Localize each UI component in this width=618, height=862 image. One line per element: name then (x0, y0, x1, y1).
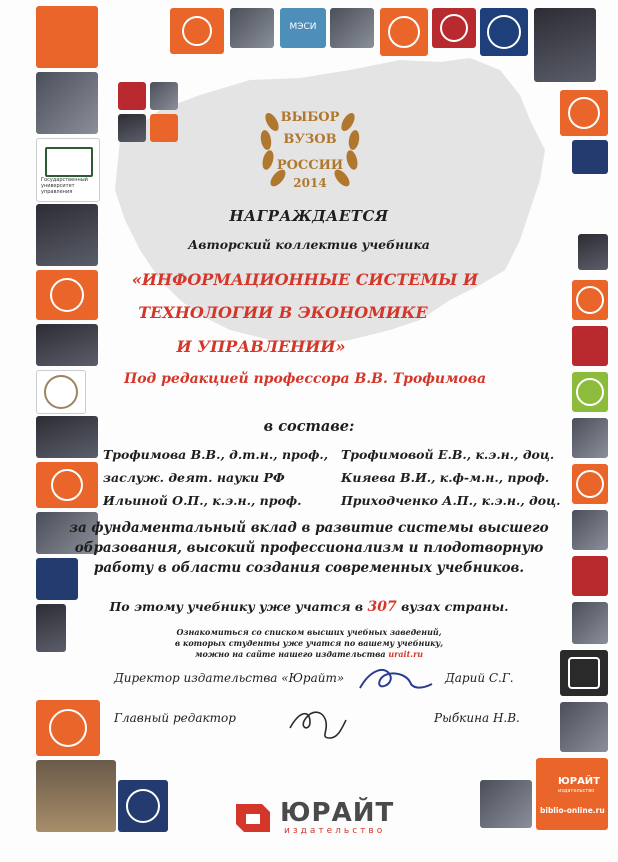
tile-small-people (150, 82, 178, 110)
editor-title: Главный редактор (114, 711, 236, 725)
note-line3-prefix: можно на сайте нашего издательства (194, 649, 386, 659)
tile-top-auditorium (230, 8, 274, 48)
note-line3 (0, 649, 618, 660)
reason-line2: образования, высокий профессионализм и плодотворную (74, 540, 544, 556)
tile-small-ba (118, 82, 146, 110)
tile-top-mgu (380, 8, 428, 56)
count-prefix: По этому учебнику уже учатся в (109, 599, 364, 614)
director-name: Дарий С.Г. (445, 671, 514, 685)
publisher-badge-site: biblio-online.ru (540, 806, 605, 815)
university-emblem-icon (49, 709, 87, 747)
tile-small-building (118, 114, 146, 142)
mgu-emblem-icon (388, 16, 420, 48)
tile-right-1 (560, 90, 608, 136)
gu-line2: университет (41, 183, 75, 189)
authors-left (103, 443, 328, 512)
book-title-line2: ТЕХНОЛОГИИ В ЭКОНОМИКЕ (138, 303, 428, 322)
psi-emblem-icon (182, 16, 212, 46)
count-value: 307 (367, 599, 397, 615)
publisher-subtitle: издательство (284, 826, 386, 836)
tile-left-university (36, 700, 100, 756)
author-right-1: Трофимовой Е.В., к.э.н., доц. (341, 447, 555, 462)
tile-left-crest (36, 462, 98, 508)
mesi-label: МЭСИ (289, 22, 317, 32)
award-line3: РОССИИ (276, 158, 344, 173)
note-link[interactable]: urait.ru (388, 649, 424, 659)
hse-emblem-icon (487, 15, 521, 49)
tile-top-mgppu (170, 8, 224, 54)
tile-top-hse (480, 8, 528, 56)
award-line1: ВЫБОР (280, 110, 340, 125)
heading: НАГРАЖДАЕТСЯ (229, 207, 389, 225)
gu-line3: управления (41, 189, 73, 195)
crest-emblem-icon (51, 469, 83, 501)
tile-right-8 (572, 464, 608, 504)
publisher-badge-name: ЮРАЙТ (558, 776, 600, 787)
right-emblem-8-icon (576, 470, 604, 498)
publisher-name: ЮРАЙТ (280, 798, 395, 828)
tile-left-students (36, 72, 98, 134)
recipient: Авторский коллектив учебника (188, 237, 430, 252)
publisher-logo (234, 798, 424, 838)
author-right-3: Приходченко А.П., к.э.н., доц. (341, 493, 561, 508)
right-emblem-12-icon (568, 657, 600, 689)
tile-gu-logo (36, 138, 100, 202)
tile-right-2 (572, 140, 608, 174)
composition-label: в составе: (263, 418, 355, 435)
note-line2: в которых студенты уже учатся по вашему учебнику, (174, 638, 444, 648)
director-signature (350, 660, 440, 700)
author-left-2: заслуж. деят. науки РФ (103, 470, 285, 485)
tile-top-graduates (330, 8, 374, 48)
tile-bottom-building (480, 780, 532, 828)
tile-top-right-hall (534, 8, 596, 82)
editor-name: Рыбкина Н.В. (434, 711, 520, 725)
gu-line1: Государственный (41, 177, 88, 183)
tile-top-crest95 (432, 8, 476, 48)
tile-left-books (36, 760, 116, 832)
right-emblem-1-icon (568, 97, 600, 129)
reason-line1: за фундаментальный вклад в развитие системы высшего (69, 520, 549, 536)
book-title-line3: И УПРАВЛЕНИИ» (176, 337, 346, 356)
author-right-2: Кияева В.И., к.ф-м.н., проф. (341, 470, 550, 485)
seal-emblem-icon (126, 789, 160, 823)
tile-right-5 (572, 326, 608, 366)
book-title-line1: «ИНФОРМАЦИОННЫЕ СИСТЕМЫ И (131, 270, 479, 289)
tile-small-orange (150, 114, 178, 142)
award-line2: ВУЗОВ (283, 132, 337, 147)
tile-left-seal (118, 780, 168, 832)
tile-top-mesi (280, 8, 326, 48)
director-title: Директор издательства «Юрайт» (114, 671, 345, 685)
crest95-emblem-icon (440, 14, 468, 42)
publisher-badge-sub: издательство (558, 788, 595, 794)
tile-left-1 (36, 6, 98, 68)
publisher-badge (536, 758, 608, 830)
author-left-3: Ильиной О.П., к.э.н., проф. (103, 493, 302, 508)
tile-right-13 (560, 702, 608, 752)
count-line (0, 599, 618, 615)
reason-line3: работу в области создания современных учебников. (93, 560, 525, 576)
author-left-1: Трофимова В.В., д.т.н., проф., (103, 447, 329, 462)
note-line1: Ознакомиться со списком высших учебных заведений, (176, 627, 442, 637)
count-suffix: вузах страны. (401, 599, 509, 614)
editor-line: Под редакцией профессора В.В. Трофимова (123, 371, 487, 387)
publisher-logo-mark-icon (234, 800, 272, 834)
award-year: 2014 (293, 176, 327, 190)
authors-right (341, 443, 560, 512)
editor-signature (280, 698, 355, 746)
